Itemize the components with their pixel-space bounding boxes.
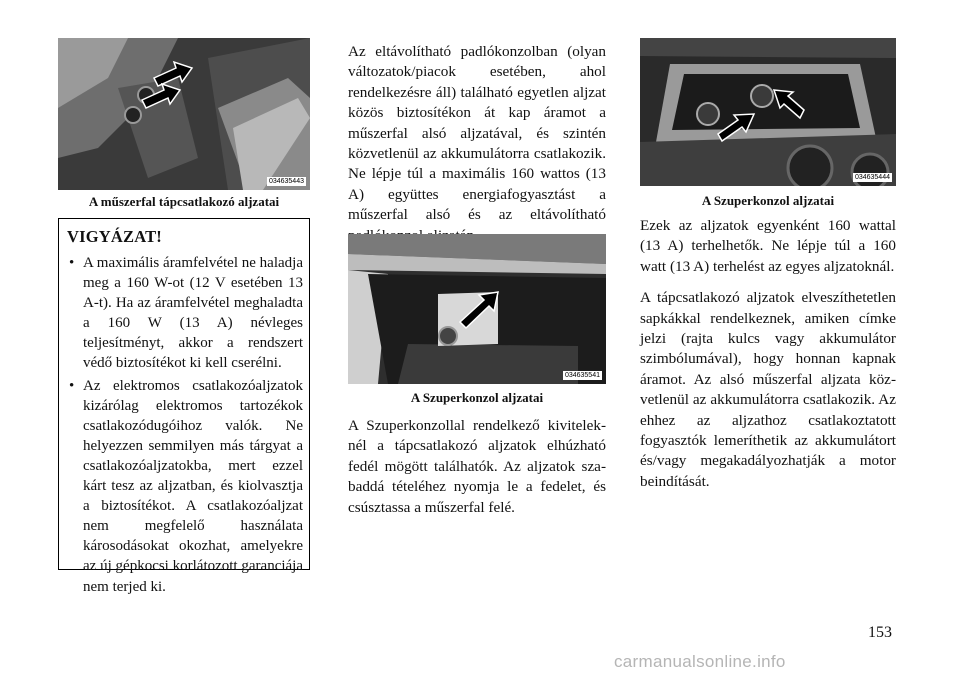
figure-console-cover	[348, 234, 606, 384]
body-paragraph: Az eltávolítható padlókonzolban (olyan változatok/piacok esetében, ahol rendelkezésre áll) található egyetlen aljzat közös biztosítékon át kap áramot a műszerfal alsó aljzatával, és szintén közvetlenül az akkumulátorra csatlakozik. Ne lépje túl a maximális 160 wattos (13 A) együttes energiafogyasztást a műszerfal alsó és az eltávolítható	[348, 43, 606, 224]
console-outlets-photo	[640, 38, 896, 186]
warning-box	[58, 218, 310, 595]
page-number: 153	[868, 624, 892, 641]
watermark: carmanualsonline.info	[614, 652, 786, 671]
body-paragraph: A Szuperkonzollal rendelkező kiviteleknél a tápcsatlakozó aljzatok elhúzható fedél mögött találhatók. Az aljzatok szabaddá tételéhez nyomja le a fedelet, és csúsztassa a műszerfal felé.	[348, 417, 606, 516]
body-paragraph: Ezek az aljzatok egyenként 160 wattal (13 A) terhelhetők. Ne lépje túl a 160 watt (13 A) terhelést az egyes aljzatoknál.	[640, 217, 896, 275]
dashboard-power-outlets-photo	[58, 38, 310, 190]
figure-console-outlets	[640, 38, 896, 186]
body-paragraph: A tápcsatlakozó aljzatok elveszíthetetlen sapkákkal rendelkeznek, amiken címke jelzi (rajta kulcs vagy akkumulátor szimbólumával), hogy honnan kapnak áramot. Az alsó műszerfal aljzata közvetlenül az akkumulátorra csatlakozik. Az ehhez az aljzathoz csatlakoztatott fogyasztók lemeríthetik az akkumulátort és/vagy megakadályozhatják a motor beindítását.	[640, 289, 896, 490]
warning-title: VIGYÁZAT!	[67, 227, 162, 246]
warning-item-text: Az elektromos csatlakozóaljzatok kizárólag elektromos tartozékok csatlakozódugóihoz valók. Ne helyezzen semmilyen más tárgyat a csatlakozóaljzatokba, mert ezzel kárt tesz az aljzatban, és kiolvasztja a biztosítékot. A csatlakozóaljzat nem megfelelő használata károsodásokat okozhat, amelyekre az új gépkocsi korlátozott garanciája nem terjed ki.	[83, 377, 303, 595]
warning-item	[67, 376, 303, 597]
right-paragraphs	[640, 216, 896, 503]
middle-paragraph-2	[348, 416, 606, 529]
bullet-icon: •	[69, 255, 75, 271]
figure-code: 034635444	[854, 174, 890, 181]
warning-item	[67, 253, 303, 374]
figure-caption: A Szuperkonzol aljzatai	[410, 390, 544, 405]
warning-list	[67, 253, 303, 597]
figure-code: 034635443	[268, 178, 304, 185]
warning-item-text: A maximális áramfelvétel ne haladja meg a 160 W-ot (12 V esetében 13 A-t). Ha az áramfelvétel meghaladta a 160 W (13 A) névleges teljesítményt, akkor a rendszert védő biztosítékot ki kell cserélni.	[83, 255, 303, 372]
figure-dashboard-outlets	[58, 38, 310, 190]
console-outlet-cover-photo	[348, 234, 606, 384]
figure-caption: A műszerfal tápcsatlakozó aljzatai	[88, 194, 280, 209]
bullet-icon: •	[69, 377, 75, 394]
figure-code: 034635541	[564, 372, 600, 379]
middle-paragraph-1	[348, 42, 606, 257]
figure-caption: A Szuperkonzol aljzatai	[701, 193, 835, 208]
